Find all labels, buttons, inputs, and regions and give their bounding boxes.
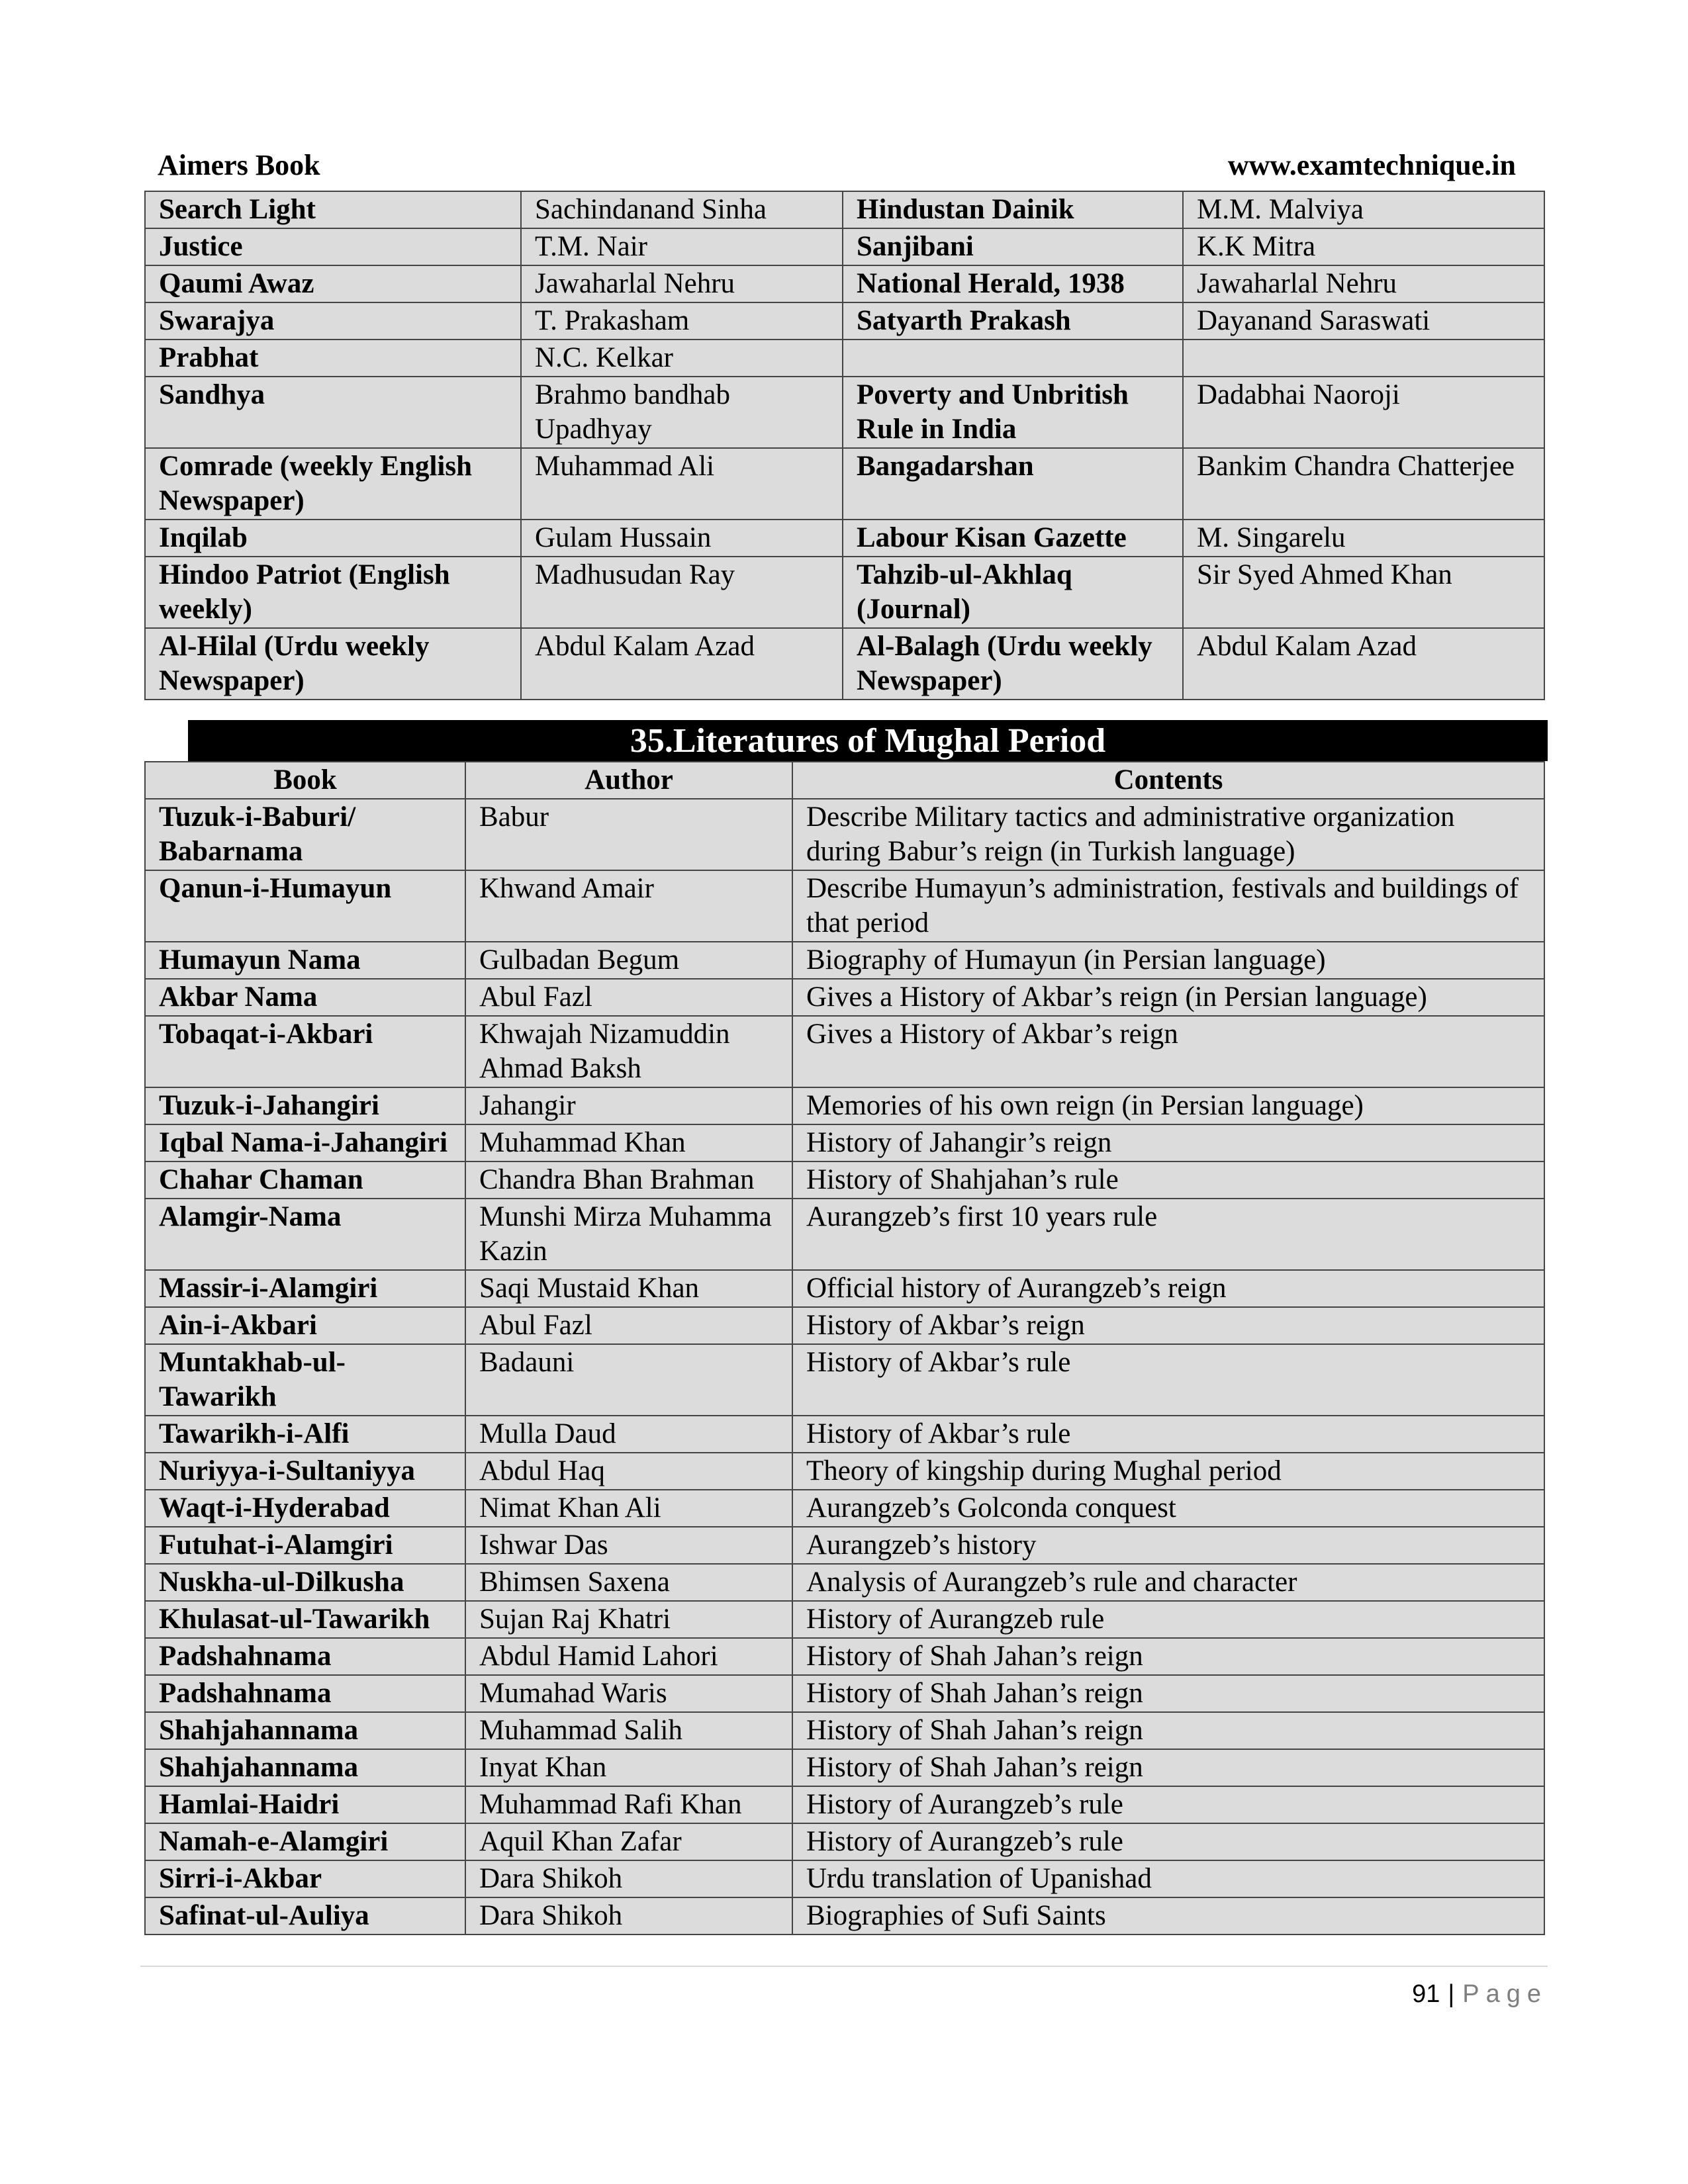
newspaper-founder: Madhusudan Ray [521, 557, 843, 628]
newspaper-founder: Sachindanand Sinha [521, 191, 843, 228]
newspaper-name: Satyarth Prakash [843, 302, 1183, 340]
book-title: Alamgir-Nama [145, 1199, 465, 1270]
book-contents: History of Aurangzeb’s rule [792, 1786, 1544, 1823]
table-row [145, 1270, 1544, 1307]
book-contents: History of Shahjahan’s rule [792, 1161, 1544, 1199]
table-row [145, 340, 1544, 377]
book-contents: Analysis of Aurangzeb’s rule and character [792, 1564, 1544, 1601]
book-author: Bhimsen Saxena [465, 1564, 792, 1601]
book-contents: History of Akbar’s rule [792, 1344, 1544, 1416]
table-row [145, 1087, 1544, 1124]
book-contents: Describe Military tactics and administrative organization during Babur’s reign (in Turkish language) [792, 799, 1544, 870]
newspaper-founder: N.C. Kelkar [521, 340, 843, 377]
book-author: Muhammad Rafi Khan [465, 1786, 792, 1823]
newspaper-founder: M.M. Malviya [1183, 191, 1544, 228]
newspaper-founder: Jawaharlal Nehru [1183, 265, 1544, 302]
page-label: Page [1462, 1980, 1548, 2008]
book-contents: Aurangzeb’s Golconda conquest [792, 1490, 1544, 1527]
book-title: Akbar Nama [145, 979, 465, 1016]
book-title: Tuzuk-i-Baburi/ Babarnama [145, 799, 465, 870]
table-row [145, 377, 1544, 448]
table-row [145, 448, 1544, 520]
book-author: Gulbadan Begum [465, 942, 792, 979]
book-title: Tobaqat-i-Akbari [145, 1016, 465, 1087]
newspaper-founder: Dadabhai Naoroji [1183, 377, 1544, 448]
book-title: Qanun-i-Humayun [145, 870, 465, 942]
book-title: Hamlai-Haidri [145, 1786, 465, 1823]
newspaper-founder: Gulam Hussain [521, 520, 843, 557]
page-footer [140, 1966, 1548, 2008]
book-author: Aquil Khan Zafar [465, 1823, 792, 1860]
book-author: Mulla Daud [465, 1416, 792, 1453]
book-contents: Describe Humayun’s administration, festivals and buildings of that period [792, 870, 1544, 942]
column-header-contents: Contents [792, 762, 1544, 799]
book-contents: Biographies of Sufi Saints [792, 1897, 1544, 1934]
book-title: Namah-e-Alamgiri [145, 1823, 465, 1860]
table-row [145, 870, 1544, 942]
newspaper-name: Search Light [145, 191, 521, 228]
book-contents: Theory of kingship during Mughal period [792, 1453, 1544, 1490]
book-contents: Aurangzeb’s history [792, 1527, 1544, 1564]
table-row [145, 302, 1544, 340]
book-author: Dara Shikoh [465, 1860, 792, 1897]
table-row [145, 1199, 1544, 1270]
newspaper-founder: Dayanand Saraswati [1183, 302, 1544, 340]
newspaper-founder: Sir Syed Ahmed Khan [1183, 557, 1544, 628]
book-title: Waqt-i-Hyderabad [145, 1490, 465, 1527]
newspaper-name: Tahzib-ul-Akhlaq (Journal) [843, 557, 1183, 628]
newspaper-name: Sanjibani [843, 228, 1183, 265]
book-title: Nuskha-ul-Dilkusha [145, 1564, 465, 1601]
book-author: Inyat Khan [465, 1749, 792, 1786]
book-contents: History of Jahangir’s reign [792, 1124, 1544, 1161]
book-author: Mumahad Waris [465, 1675, 792, 1712]
newspaper-name: Poverty and Unbritish Rule in India [843, 377, 1183, 448]
table-row [145, 1307, 1544, 1344]
newspaper-founder: Muhammad Ali [521, 448, 843, 520]
book-author: Nimat Khan Ali [465, 1490, 792, 1527]
book-title: Nuriyya-i-Sultaniyya [145, 1453, 465, 1490]
table-row [145, 1675, 1544, 1712]
newspaper-name: Al-Balagh (Urdu weekly Newspaper) [843, 628, 1183, 700]
table-row [145, 520, 1544, 557]
newspaper-name: Prabhat [145, 340, 521, 377]
table-row [145, 265, 1544, 302]
table-row [145, 1712, 1544, 1749]
table-row [145, 942, 1544, 979]
newspaper-founder: Abdul Kalam Azad [521, 628, 843, 700]
book-author: Abdul Hamid Lahori [465, 1638, 792, 1675]
book-author: Muhammad Khan [465, 1124, 792, 1161]
table-row [145, 1860, 1544, 1897]
literature-table-body [145, 799, 1544, 1934]
book-contents: History of Akbar’s rule [792, 1416, 1544, 1453]
book-title: Tuzuk-i-Jahangiri [145, 1087, 465, 1124]
table-row [145, 557, 1544, 628]
table-row [145, 799, 1544, 870]
table-row [145, 1823, 1544, 1860]
book-title: Shahjahannama [145, 1749, 465, 1786]
book-contents: History of Shah Jahan’s reign [792, 1638, 1544, 1675]
newspaper-name: National Herald, 1938 [843, 265, 1183, 302]
book-title: Chahar Chaman [145, 1161, 465, 1199]
table-row [145, 1749, 1544, 1786]
newspaper-name: Labour Kisan Gazette [843, 520, 1183, 557]
section-title: 35.Literatures of Mughal Period [188, 720, 1548, 761]
column-header-author: Author [465, 762, 792, 799]
newspaper-name: Swarajya [145, 302, 521, 340]
book-contents: History of Shah Jahan’s reign [792, 1675, 1544, 1712]
book-author: Abul Fazl [465, 979, 792, 1016]
newspaper-founder: M. Singarelu [1183, 520, 1544, 557]
book-title: Safinat-ul-Auliya [145, 1897, 465, 1934]
book-author: Sujan Raj Khatri [465, 1601, 792, 1638]
table-row [145, 1638, 1544, 1675]
table-row [145, 628, 1544, 700]
newspaper-name: Inqilab [145, 520, 521, 557]
newspaper-name: Comrade (weekly English Newspaper) [145, 448, 521, 520]
table-row [145, 1453, 1544, 1490]
book-contents: Aurangzeb’s first 10 years rule [792, 1199, 1544, 1270]
book-author: Ishwar Das [465, 1527, 792, 1564]
book-contents: History of Akbar’s reign [792, 1307, 1544, 1344]
newspapers-table [144, 191, 1545, 700]
book-author: Khwand Amair [465, 870, 792, 942]
newspaper-name: Hindustan Dainik [843, 191, 1183, 228]
book-author: Dara Shikoh [465, 1897, 792, 1934]
book-contents: Urdu translation of Upanishad [792, 1860, 1544, 1897]
newspaper-name [843, 340, 1183, 377]
book-author: Saqi Mustaid Khan [465, 1270, 792, 1307]
book-title: Khulasat-ul-Tawarikh [145, 1601, 465, 1638]
book-contents: Gives a History of Akbar’s reign [792, 1016, 1544, 1087]
newspaper-founder: K.K Mitra [1183, 228, 1544, 265]
newspaper-name: Hindoo Patriot (English weekly) [145, 557, 521, 628]
newspaper-founder: T.M. Nair [521, 228, 843, 265]
book-author: Badauni [465, 1344, 792, 1416]
table-row [145, 1344, 1544, 1416]
newspaper-name: Al-Hilal (Urdu weekly Newspaper) [145, 628, 521, 700]
page-number [1412, 1978, 1548, 2011]
table-row [145, 1786, 1544, 1823]
book-title: Humayun Nama [145, 942, 465, 979]
book-author: Muhammad Salih [465, 1712, 792, 1749]
book-author: Babur [465, 799, 792, 870]
table-row [145, 1490, 1544, 1527]
book-author: Chandra Bhan Brahman [465, 1161, 792, 1199]
book-author: Abul Fazl [465, 1307, 792, 1344]
book-contents: History of Shah Jahan’s reign [792, 1712, 1544, 1749]
newspapers-table-body [145, 191, 1544, 700]
table-row [145, 228, 1544, 265]
newspaper-name: Qaumi Awaz [145, 265, 521, 302]
page-separator: | [1448, 1980, 1455, 2008]
newspaper-founder: Jawaharlal Nehru [521, 265, 843, 302]
book-title: Massir-i-Alamgiri [145, 1270, 465, 1307]
book-title: Sirri-i-Akbar [145, 1860, 465, 1897]
book-title: Shahjahannama [145, 1712, 465, 1749]
book-contents: Gives a History of Akbar’s reign (in Persian language) [792, 979, 1544, 1016]
newspaper-founder [1183, 340, 1544, 377]
newspaper-founder: T. Prakasham [521, 302, 843, 340]
page-number-value: 91 [1412, 1980, 1440, 2008]
header-book-title: Aimers Book [158, 149, 320, 181]
book-contents: Official history of Aurangzeb’s reign [792, 1270, 1544, 1307]
header-website: www.examtechnique.in [1227, 149, 1516, 181]
table-row [145, 1897, 1544, 1934]
book-title: Futuhat-i-Alamgiri [145, 1527, 465, 1564]
table-row [145, 191, 1544, 228]
column-header-book: Book [145, 762, 465, 799]
table-row [145, 1416, 1544, 1453]
newspaper-founder: Bankim Chandra Chatterjee [1183, 448, 1544, 520]
book-author: Khwajah Nizamuddin Ahmad Baksh [465, 1016, 792, 1087]
newspaper-founder: Abdul Kalam Azad [1183, 628, 1544, 700]
literature-header-row [145, 762, 1544, 799]
table-row [145, 979, 1544, 1016]
book-title: Tawarikh-i-Alfi [145, 1416, 465, 1453]
book-author: Abdul Haq [465, 1453, 792, 1490]
book-contents: Biography of Humayun (in Persian language) [792, 942, 1544, 979]
book-contents: History of Shah Jahan’s reign [792, 1749, 1544, 1786]
book-contents: Memories of his own reign (in Persian language) [792, 1087, 1544, 1124]
table-row [145, 1124, 1544, 1161]
literature-table [144, 761, 1545, 1935]
table-row [145, 1564, 1544, 1601]
table-row [145, 1016, 1544, 1087]
newspaper-founder: Brahmo bandhab Upadhyay [521, 377, 843, 448]
newspaper-name: Bangadarshan [843, 448, 1183, 520]
newspaper-name: Justice [145, 228, 521, 265]
table-row [145, 1527, 1544, 1564]
book-contents: History of Aurangzeb rule [792, 1601, 1544, 1638]
table-row [145, 1601, 1544, 1638]
book-title: Ain-i-Akbari [145, 1307, 465, 1344]
newspaper-name: Sandhya [145, 377, 521, 448]
book-title: Iqbal Nama-i-Jahangiri [145, 1124, 465, 1161]
table-row [145, 1161, 1544, 1199]
book-title: Padshahnama [145, 1675, 465, 1712]
book-title: Muntakhab-ul-Tawarikh [145, 1344, 465, 1416]
page-header [158, 147, 1516, 184]
book-contents: History of Aurangzeb’s rule [792, 1823, 1544, 1860]
book-title: Padshahnama [145, 1638, 465, 1675]
book-author: Munshi Mirza Muhamma Kazin [465, 1199, 792, 1270]
book-author: Jahangir [465, 1087, 792, 1124]
